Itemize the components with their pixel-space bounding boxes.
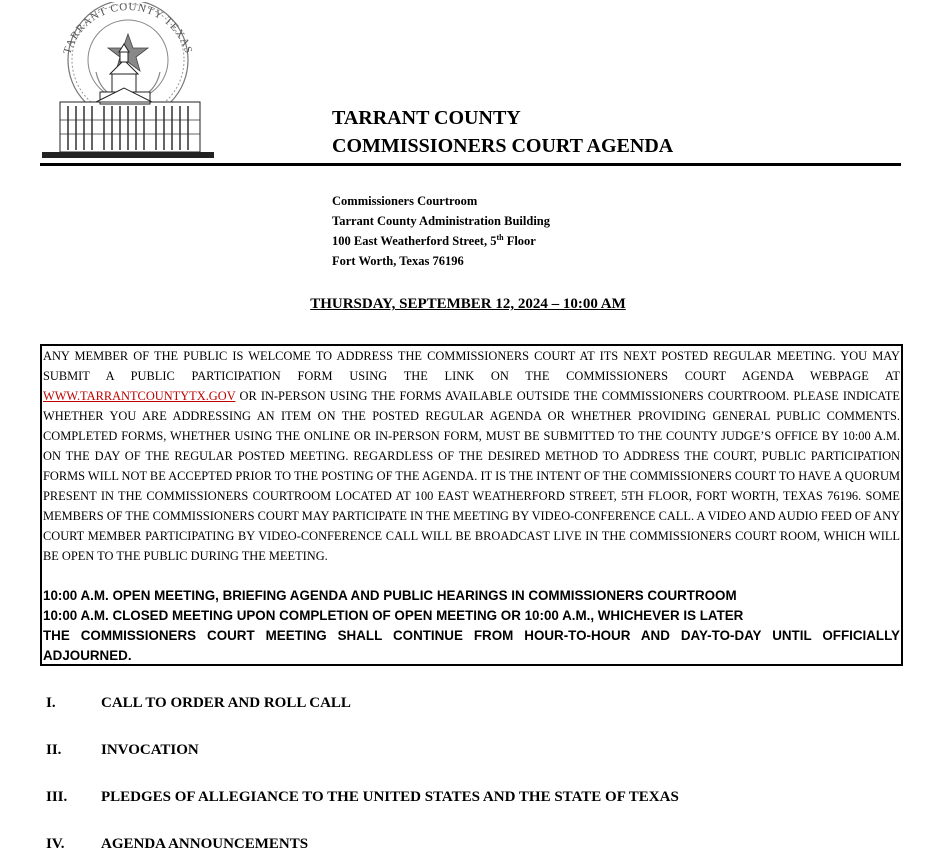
- schedule-line-open: 10:00 A.M. OPEN MEETING, BRIEFING AGENDA AND PUBLIC HEARINGS IN COMMISSIONERS COURTROOM: [43, 588, 737, 603]
- schedule-line-continuation: THE COMMISSIONERS COURT MEETING SHALL CONTINUE FROM HOUR-TO-HOUR AND DAY-TO-DAY UNTIL OFFICIALLY ADJOURNED.: [43, 628, 900, 663]
- title-line-2: COMMISSIONERS COURT AGENDA: [332, 135, 674, 157]
- agenda-item-number: I.: [46, 695, 56, 711]
- address-line-4: Fort Worth, Texas 76196: [332, 254, 464, 268]
- agenda-item-title: AGENDA ANNOUNCEMENTS: [101, 836, 309, 852]
- meeting-address: [332, 191, 550, 271]
- address-line-2: Tarrant County Administration Building: [332, 214, 550, 228]
- agenda-item: [46, 695, 351, 712]
- schedule-line-closed: 10:00 A.M. CLOSED MEETING UPON COMPLETION OF OPEN MEETING OR 10:00 A.M., WHICHEVER IS LATER: [43, 608, 744, 623]
- county-website-link[interactable]: WWW.TARRANTCOUNTYTX.GOV: [43, 389, 236, 403]
- agenda-item: [46, 836, 308, 853]
- agenda-item-title: CALL TO ORDER AND ROLL CALL: [101, 695, 351, 711]
- header-divider: [40, 163, 901, 166]
- public-participation-notice: ANY MEMBER OF THE PUBLIC IS WELCOME TO ADDRESS THE COMMISSIONERS COURT AT ITS NEXT POSTED REGULAR MEETING. YOU MAY SUBMIT A PUBLIC PARTICIPATION FORM USING THE LINK ON THE COMMISSIONERS COURT AGENDA WEBPAGE AT WWW.TARRANTCOUNTYTX.GOV OR IN-PERSON USING THE FORMS AVAILABLE OUTSIDE THE COMMISSIONERS COURTROOM. PLEASE INDICATE WHETHER YOU ARE ADDRESSING AN ITEM ON THE POSTED REGULAR AGENDA OR WHETHER PROVIDING GENERAL PUBLIC COMMENTS. COMPLETED FORMS, WHETHER USING THE ONLINE OR IN-PERSON FORM, MUST BE SUBMITTED TO THE COUNTY JUDGE’S OFFICE BY 10:00 A.M. ON THE DAY OF THE REGULAR POSTED MEETING. REGARDLESS OF THE DESIRED METHOD TO ADDRESS THE COURT, PUBLIC PARTICIPATION FORMS WILL NOT BE ACCEPTED PRIOR TO THE POSTING OF THE AGENDA. IT IS THE INTENT OF THE COMMISSIONERS COURT TO HAVE A QUORUM PRESENT IN THE COMMISSIONERS COURTROOM LOCATED AT 100 EAST WEATHERFORD STREET, 5TH FLOOR, FORT WORTH, TEXAS 76196. SOME MEMBERS OF THE COMMISSIONERS COURT MAY PARTICIPATE IN THE MEETING BY VIDEO-CONFERENCE CALL. A VIDEO AND AUDIO FEED OF ANY COURT MEMBER PARTICIPATING BY VIDEO-CONFERENCE CALL WILL BE BROADCAST LIVE IN THE COMMISSIONERS COURT ROOM, WHICH WILL BE OPEN TO THE PUBLIC DURING THE MEETING.: [43, 349, 900, 563]
- agenda-item-title: INVOCATION: [101, 742, 199, 758]
- agenda-item: [46, 789, 679, 806]
- agenda-item-title: PLEDGES OF ALLEGIANCE TO THE UNITED STATES AND THE STATE OF TEXAS: [101, 789, 679, 805]
- agenda-item-number: IV.: [46, 836, 65, 852]
- meeting-schedule: [43, 586, 900, 666]
- agenda-item-number: III.: [46, 789, 68, 805]
- address-line-1: Commissioners Courtroom: [332, 194, 478, 208]
- meeting-date: THURSDAY, SEPTEMBER 12, 2024 – 10:00 AM: [310, 296, 626, 312]
- title-line-1: TARRANT COUNTY: [332, 107, 521, 129]
- address-line-3: 100 East Weatherford Street, 5th Floor: [332, 232, 536, 248]
- svg-text:TARRANT COUNTY TEXAS: TARRANT COUNTY TEXAS: [61, 2, 195, 56]
- county-seal-logo: [40, 2, 216, 164]
- agenda-title: [332, 104, 673, 160]
- agenda-item-number: II.: [46, 742, 62, 758]
- agenda-item: [46, 742, 199, 759]
- public-notice-box: [40, 344, 903, 666]
